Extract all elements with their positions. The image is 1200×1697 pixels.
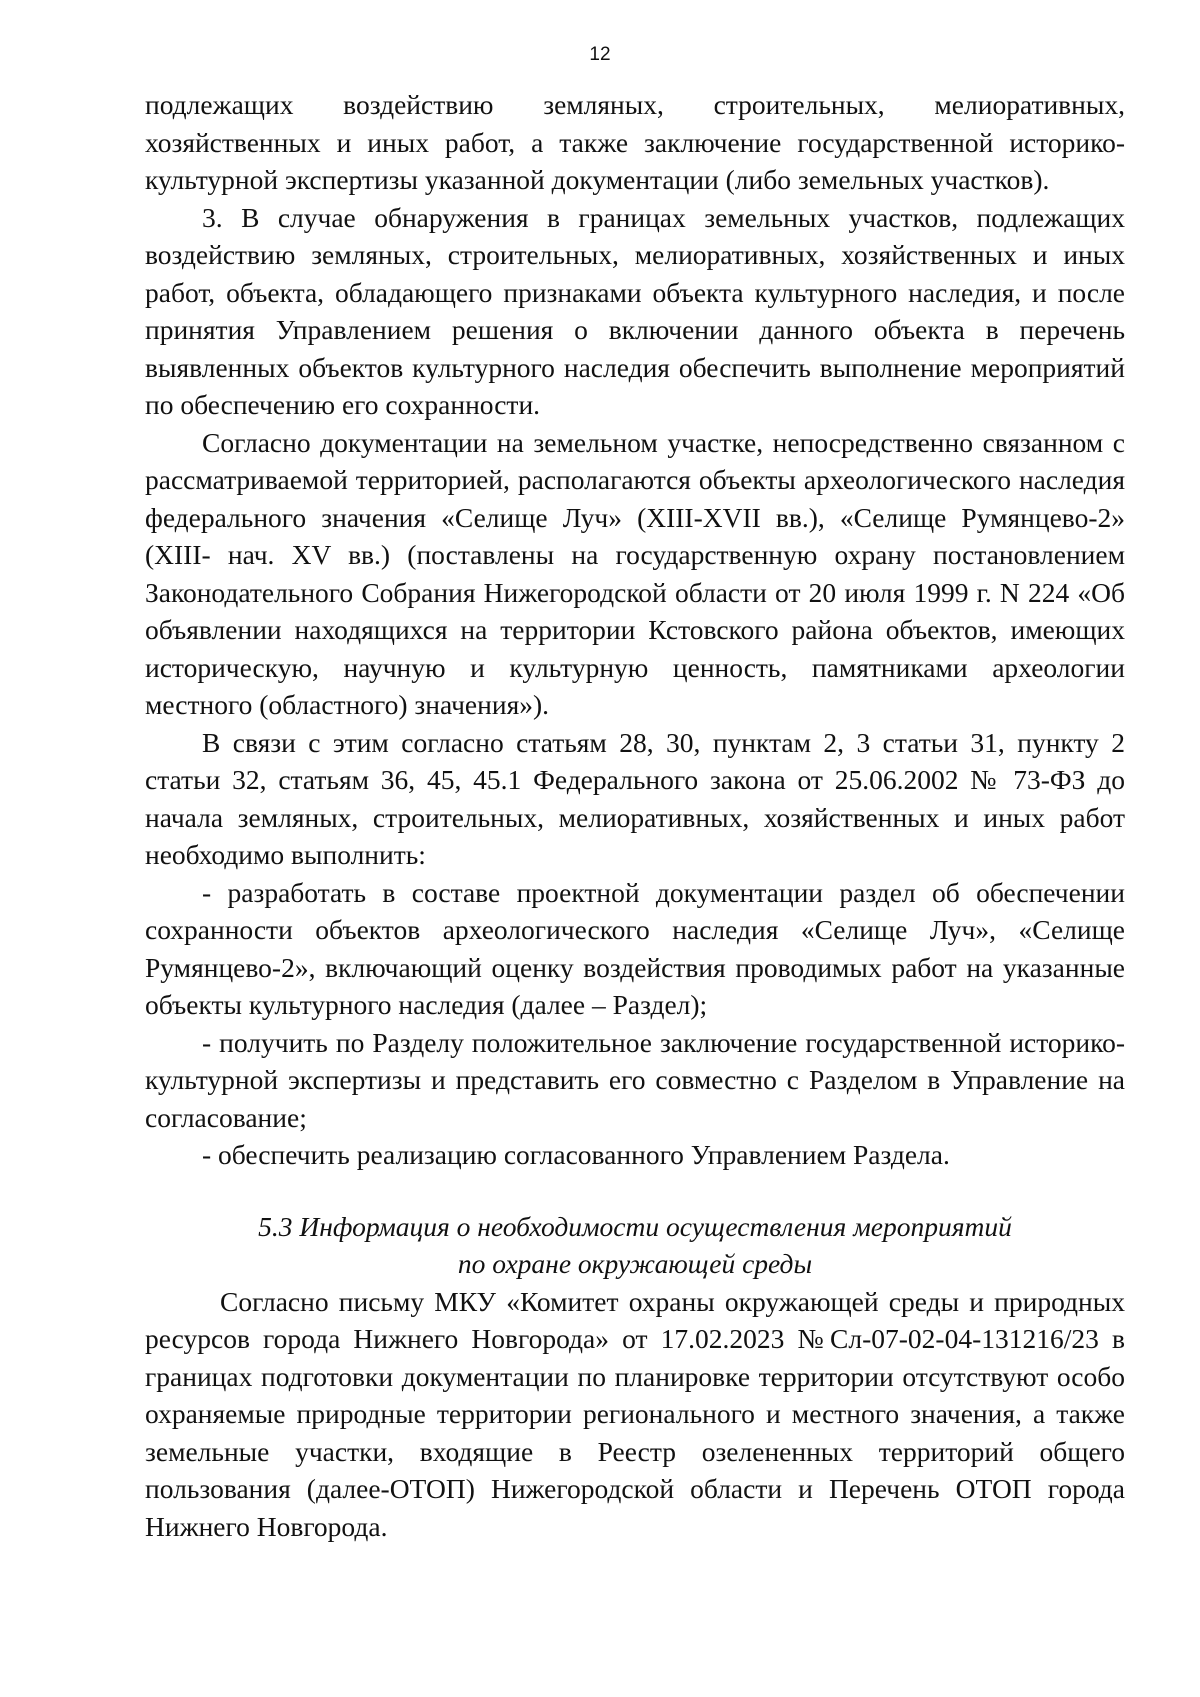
paragraph-continuation: подлежащих воздействию земляных, строительных, мелиоративных, хозяйственных и иных работ, а также заключение государственной историко-культурной экспертизы указанной документации (либо земельных участков).	[145, 89, 1125, 195]
document-body	[145, 86, 1125, 1545]
list-item-develop-section: - разработать в составе проектной документации раздел об обеспечении сохранности объектов археологического наследия «Селище Луч», «Селище Румянцево-2», включающий оценку воздействия проводимых работ на указанные объекты культурного наследия (далее – Раздел);	[145, 876, 1125, 1020]
paragraph-item-3: 3. В случае обнаружения в границах земельных участков, подлежащих воздействию земляных, строительных, мелиоративных, хозяйственных и иных работ, объекта, обладающего признаками объекта культурного наследия, и после принятия Управлением решения о включении данного объекта в перечень выявленных объектов культурного наследия обеспечить выполнение мероприятий по обеспечению его сохранности.	[145, 201, 1125, 420]
paragraph-required-actions: В связи с этим согласно статьям 28, 30, пунктам 2, 3 статьи 31, пункту 2 статьи 32, статьям 36, 45, 45.1 Федерального закона от 25.06.2002 № 73-ФЗ до начала земляных, строительных, мелиоративных, хозяйственных и иных работ необходимо выполнить:	[145, 726, 1125, 870]
list-item-get-expertise: - получить по Разделу положительное заключение государственной историко-культурной экспертизы и представить его совместно с Разделом в Управление на согласование;	[145, 1026, 1125, 1133]
section-heading-line2: по охране окружающей среды	[457, 1248, 813, 1279]
paragraph-environment: Согласно письму МКУ «Комитет охраны окружающей среды и природных ресурсов города Нижнего Новгорода» от 17.02.2023 №Сл-07-02-04-131216/23 в границах подготовки документации по планировке территории отсутствуют особо охраняемые природные территории регионального и местного значения, а также земельные участки, входящие в Реестр озелененных территорий общего пользования (далее-ОТОП) Нижегородской области и Перечень ОТОП города Нижнего Новгорода.	[145, 1285, 1125, 1542]
section-heading	[145, 1208, 1125, 1283]
list-item-implement-section: - обеспечить реализацию согласованного Управлением Раздела.	[202, 1139, 950, 1170]
section-heading-line1: 5.3 Информация о необходимости осуществления мероприятий	[258, 1210, 1012, 1242]
page-number: 12	[589, 44, 611, 65]
paragraph-heritage-objects: Согласно документации на земельном участке, непосредственно связанном с рассматриваемой территорией, располагаются объекты археологического наследия федерального значения «Селище Луч» (XIII-XVII вв.), «Селище Румянцево-2» (XIII- нач. XV вв.) (поставлены на государственную охрану постановлением Законодательного Собрания Нижегородской области от 20 июля 1999 г. N 224 «Об объявлении находящихся на территории Кстовского района объектов, имеющих историческую, научную и культурную ценность, памятниками археологии местного (областного) значения»).	[145, 426, 1125, 720]
